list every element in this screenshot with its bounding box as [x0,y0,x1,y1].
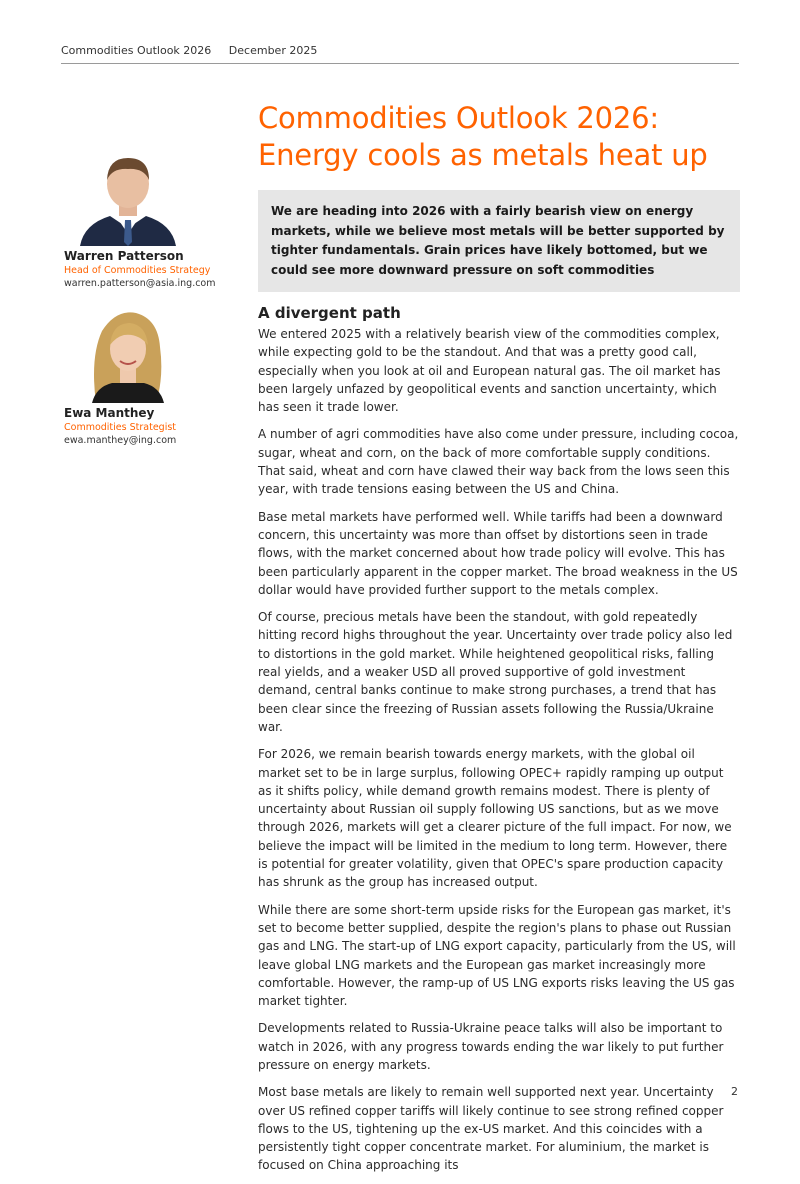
paragraph: A number of agri commodities have also come under pressure, including cocoa, sugar, wheat and corn, on the back of more comfortable supply conditions. That said, wheat and corn have clawed their way back from the lows seen this year, with trade tensions easing between the US and China. [258,427,739,497]
paragraph: While there are some short-term upside risks for the European gas market, it's set to become better supplied, despite the region's plans to phase out Russian gas and LNG. The start-up of LNG export capacity, particularly from the US, will leave global LNG markets and the European gas market increasingly more comfortable. However, the ramp-up of US LNG exports risks leaving the US gas market tighter. [258,902,736,1009]
page-number: 2 [731,1085,738,1098]
paragraph: Base metal markets have performed well. While tariffs had been a downward concern, this uncertainty was more than offset by distortions seen in trade flows, with the market concerned about how trade policy will evolve. This has been particularly apparent in the copper market. The broad weakness in the US dollar would have provided further support to the metals complex. [258,509,738,597]
author-photo-warren-patterson [72,150,184,246]
paragraph: Of course, precious metals have been the standout, with gold repeatedly hitting record highs throughout the year. Uncertainty over trade policy also led to distortions in the gold market. While heightened geopolitical risks, falling real yields, and a weaker USD all proved supportive of gold investment demand, central banks continue to make strong purchases, a trend that has been clear since the freezing of Russian assets following the Russia/Ukraine war. [258,610,733,734]
section-heading: A divergent path [258,304,401,322]
article-body [258,100,740,1184]
running-header [61,44,739,64]
author-email[interactable]: warren.patterson@asia.ing.com [64,278,216,289]
author-name: Warren Patterson [64,249,184,263]
author-title: Commodities Strategist [64,422,177,433]
article-title: Commodities Outlook 2026: Energy cools as metals heat up [258,101,708,172]
paragraph: Most base metals are likely to remain well supported next year. Uncertainty over US refined copper tariffs will likely continue to see strong refined copper flows to the US, tightening up the ex-US market. And this coincides with a persistently tight copper concentrate market. For aluminium, the market is focused on China approaching its [258,1085,724,1173]
paragraph: For 2026, we remain bearish towards energy markets, with the global oil market set to be in large surplus, following OPEC+ rapidly ramping up output as it shifts policy, while demand growth remains modest. There is plenty of uncertainty about Russian oil supply following US sanctions, but as we move through 2026, markets will get a clearer picture of the full impact. For now, we believe the impact will be limited in the medium to long term. However, there is potential for greater volatility, given that OPEC's spare production capacity has shrunk as the group has increased output. [258,747,732,890]
author-photo-ewa-manthey [72,307,184,403]
author-card [64,150,244,289]
paragraph: We entered 2025 with a relatively bearish view of the commodities complex, while expecting gold to be the standout. And that was a pretty good call, especially when you look at oil and European natural gas. The oil market has been largely unfazed by geopolitical events and sanction uncertainty, which has seen it trade lower. [258,327,721,415]
author-title: Head of Commodities Strategy [64,265,211,276]
summary-box: We are heading into 2026 with a fairly bearish view on energy markets, while we believe most metals will be better supported by tighter fundamentals. Grain prices have likely bottomed, but we could see more downward pressure on soft commodities [258,190,740,292]
paragraph: Developments related to Russia-Ukraine peace talks will also be important to watch in 2026, with any progress towards ending the war likely to put further pressure on energy markets. [258,1021,724,1072]
header-publication: Commodities Outlook 2026 [61,44,212,57]
authors-sidebar [64,150,244,458]
author-name: Ewa Manthey [64,406,155,420]
author-email[interactable]: ewa.manthey@ing.com [64,435,177,446]
author-card [64,307,244,446]
header-date: December 2025 [228,44,318,57]
